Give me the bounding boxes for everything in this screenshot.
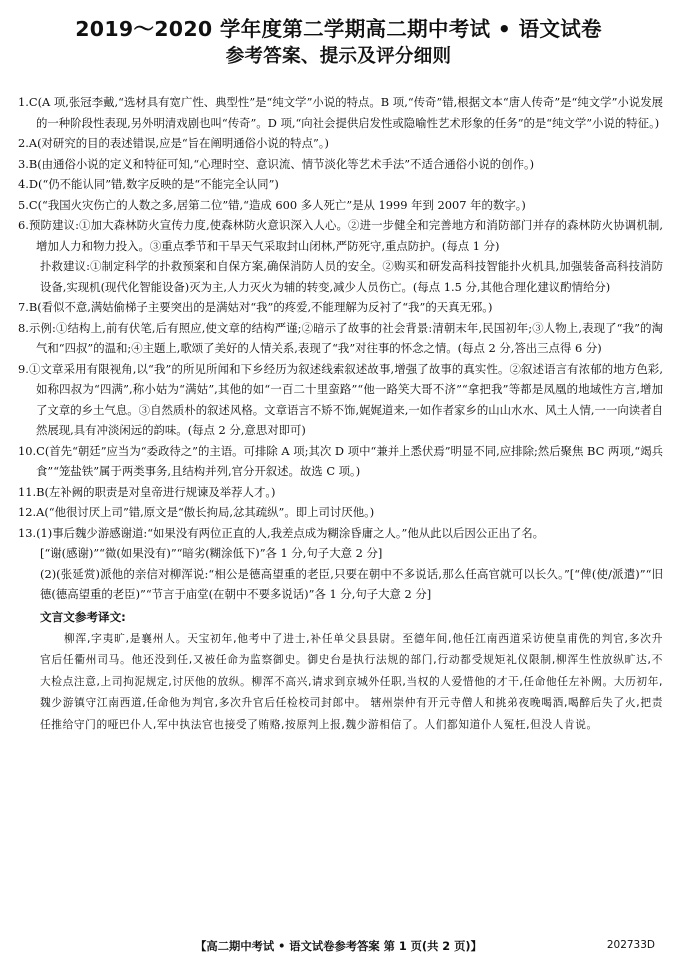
answer-q2: 2.A(对研究的目的表述错误,应是“旨在阐明通俗小说的特点”。) xyxy=(18,136,329,150)
answer-q4: 4.D(“仍不能认同”错,数字反映的是“不能完全认同”) xyxy=(18,177,279,191)
answer-q7: 7.B(看似不意,满姑偷梯子主要突出的是满姑对“我”的疼爱,不能理解为反衬了“我”的天真无邪。) xyxy=(18,300,493,314)
page-footer: 【高二期中考试 • 语文试卷参考答案 第 1 页(共 2 页)】 xyxy=(195,940,482,953)
answer-q5: 5.C(“我国火灾伤亡的人数之多,居第二位”错,“造成 600 多人死亡”是从 1999 年到 2007 年的数字。) xyxy=(18,197,526,212)
answer-q8: 8.示例:①结构上,前有伏笔,后有照应,使文章的结构严谨;②暗示了故事的社会背景:清朝末年,民国初年;③人物上,表现了“我”的淘气和“四叔”的温和;④主题上,歌颂了美好的人情关系,表现了“我”对往事的怀念之情。(每点 2 分,答出三点得 6 分) xyxy=(18,320,663,355)
answer-q13-part2: (2)(张延赏)派他的亲信对柳浑说:“相公是德高望重的老臣,只要在朝中不多说话,那么任高官就可以长久。”[“俾(使/派遣)”“旧德(德高望重的老臣)”“节言于庙堂(在朝中不要多说话)”各 1 分,句子大意 2 分] xyxy=(40,566,663,601)
answer-q12: 12.A(“他很讨厌上司”错,原文是“傲长拘局,忿其疏纵”。即上司讨厌他。) xyxy=(18,505,375,519)
answer-list xyxy=(18,92,663,735)
page-title: 2019～2020 学年度第二学期高二期中考试 • 语文试卷 xyxy=(75,17,602,41)
answer-q9: 9.①文章采用有限视角,以“我”的所见所闻和下乡经历为叙述线索叙述故事,增强了故事的真实性。②叙述语言有浓郁的地方色彩,如称四叔为“四满”,称小姑为“满姑”,其他的如“一百二十里蛮路”“他一路笑大哥不济”“拿把我”等都是凤凰的地域性方言,增加了文章的乡土气息。③自然质朴的叙述风格。文章语言不矫不饰,娓娓道来,一如作者家乡的山山水水、风土人情,一一向读者自然展现,具有冲淡闲远的韵味。(每点 2 分,意思对即可) xyxy=(18,361,663,437)
answer-q3: 3.B(由通俗小说的定义和特征可知,“心理时空、意识流、情节淡化等艺术手法”不适合通俗小说的创作。) xyxy=(18,156,535,171)
translation-text: 柳浑,字夷旷,是襄州人。天宝初年,他考中了进士,补任单父县县尉。至德年间,他任江南西道采访使皇甫侁的判官,多次升官后任衢州司马。他还没到任,又被任命为监察御史。御史台是执行法规的部门,行动都受规矩礼仪限制,柳浑生性放纵旷达,不大检点注意,上司拘泥规定,讨厌他的放纵。柳浑不高兴,请求到京城外任职,当权的人爱惜他的才干,任命他任左补阙。大历初年,魏少游镇守江南西道,任命他为判官,多次升官后任检校司封郎中。 辖州崇仲有开元寺僧人和挑弟夜晚喝酒,喝醉后失了火,把责任推给守门的哑巴仆人,军中执法官也接受了贿赂,按原判上报,魏少游相信了。人们都知道仆人冤枉,但没人肯说。 xyxy=(40,631,663,731)
answer-q13-part1-scoring: [“谢(感谢)”“微(如果没有)”“暗劣(糊涂低下)”各 1 分,句子大意 2 分] xyxy=(40,546,383,560)
document-code: 202733D xyxy=(606,939,655,951)
answer-q11: 11.B(左补阙的职责是对皇帝进行规谏及举荐人才。) xyxy=(18,484,276,499)
answer-q10: 10.C(首先“朝廷”应当为“委政待之”的主语。可排除 A 项;其次 D 项中“兼并上悉伏焉”明显不同,应排除;然后聚焦 BC 两项,“竭兵食”“笼盐铁”属于两类事务,且结构并列,官分开叙述。故选 C 项。) xyxy=(18,443,663,478)
answer-q6-prevention: 6.预防建议:①加大森林防火宣传力度,使森林防火意识深入人心。②进一步健全和完善地方和消防部门并存的森林防火协调机制,增加人力和物力投入。③重点季节和干旱天气采取封山闭林,严防死守,重点防护。(每点 1 分) xyxy=(18,218,663,253)
page-subtitle: 参考答案、提示及评分细则 xyxy=(225,46,452,67)
answer-q1: 1.C(A 项,张冠李戴,“选材具有宽广性、典型性”是“纯文学”小说的特点。B 项,“传奇”错,根据文本“唐人传奇”是“纯文学”小说发展的一种阶段性表现,另外明清戏剧也叫“传奇”。D 项,“向社会提供启发性或隐喻性艺术形象的任务”的是“纯文学”小说的特征。) xyxy=(18,95,663,130)
answer-q6-rescue: 扑救建议:①制定科学的扑救预案和自保方案,确保消防人员的安全。②购买和研发高科技智能扑火机具,加强装备高科技消防设备,实现机(现代化智能设备)灭为主,人力灭火为辅的转变,减少人员伤亡。(每点 1.5 分,其他合理化建议酌情给分) xyxy=(40,259,663,294)
answer-q13-part1: 13.(1)事后魏少游感谢道:“如果没有两位正直的人,我差点成为糊涂昏庸之人。”他从此以后因公正出了名。 xyxy=(18,525,545,540)
translation-heading: 文言文参考译文: xyxy=(40,609,126,624)
